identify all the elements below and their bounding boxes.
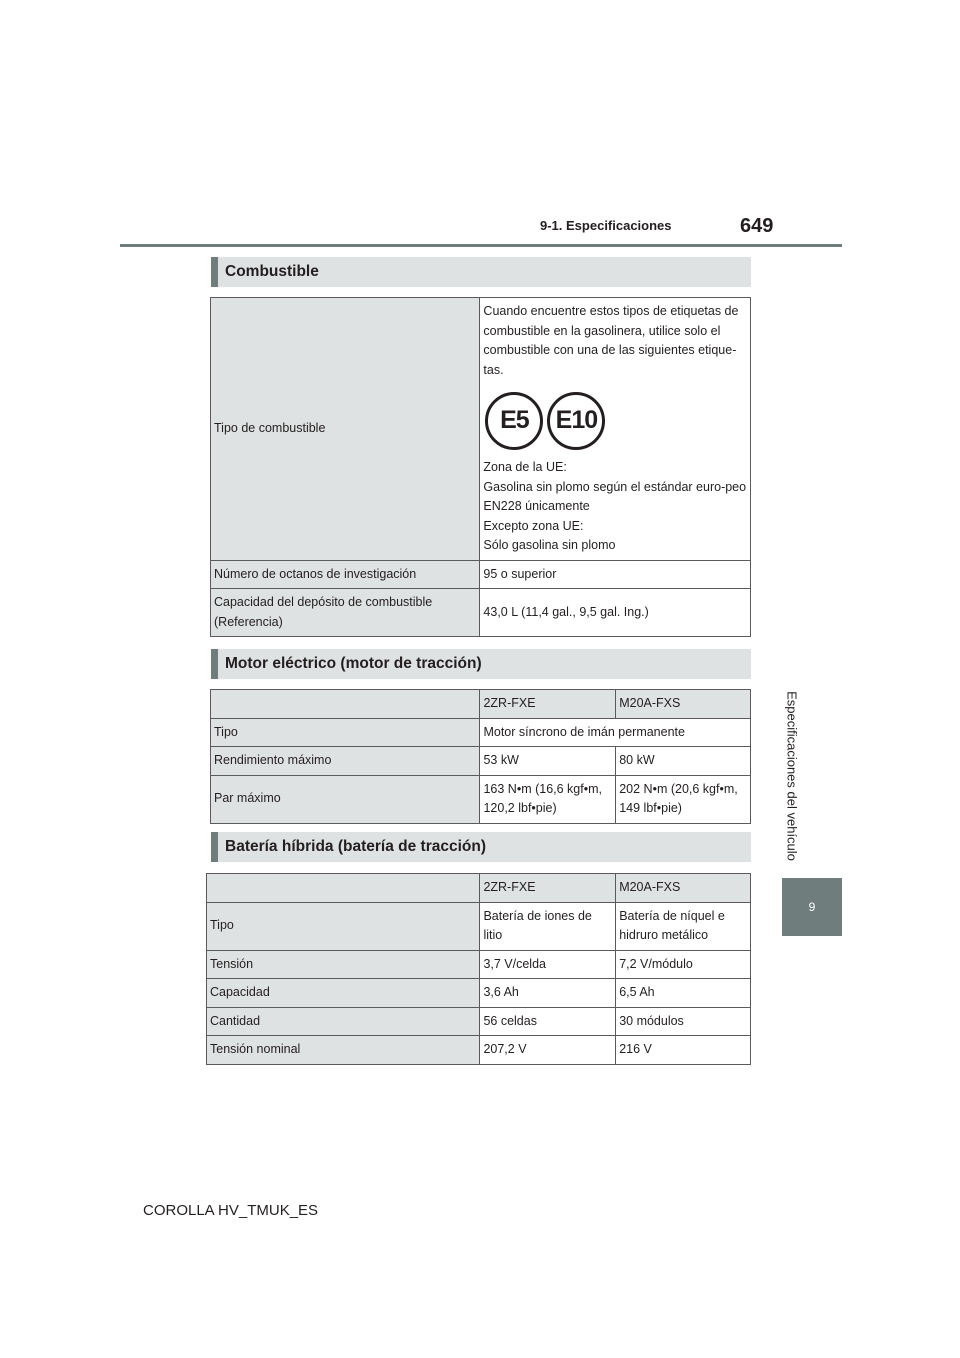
battery-voltage-m20a: 7,2 V/módulo <box>616 950 751 979</box>
battery-type-2zr: Batería de iones de litio <box>480 902 616 950</box>
table-row <box>211 747 751 776</box>
table-row <box>207 902 751 950</box>
battery-nominal-voltage-label: Tensión nominal <box>207 1036 480 1065</box>
motor-max-output-m20a: 80 kW <box>616 747 751 776</box>
battery-section-heading: Batería híbrida (batería de tracción) <box>211 832 751 862</box>
motor-col-2zr-fxe: 2ZR-FXE <box>480 690 616 719</box>
motor-section-heading: Motor eléctrico (motor de tracción) <box>211 649 751 679</box>
octane-label: Número de octanos de investigación <box>211 560 480 589</box>
battery-voltage-label: Tensión <box>207 950 480 979</box>
battery-quantity-m20a: 30 módulos <box>616 1007 751 1036</box>
battery-nominal-voltage-m20a: 216 V <box>616 1036 751 1065</box>
battery-col-2zr-fxe: 2ZR-FXE <box>480 874 616 903</box>
non-eu-zone-text: Sólo gasolina sin plomo <box>483 538 616 552</box>
battery-col-m20a-fxs: M20A-FXS <box>616 874 751 903</box>
motor-col-m20a-fxs: M20A-FXS <box>616 690 751 719</box>
motor-table <box>210 689 751 824</box>
table-row <box>207 979 751 1008</box>
e5-fuel-label-icon: E5 <box>485 392 543 450</box>
fuel-section-heading: Combustible <box>211 257 751 287</box>
chapter-side-label <box>780 686 804 866</box>
table-row <box>211 560 751 589</box>
motor-max-torque-2zr: 163 N•m (16,6 kgf•m, 120,2 lbf•pie) <box>480 775 616 823</box>
motor-header-empty <box>211 690 480 719</box>
battery-header-empty <box>207 874 480 903</box>
motor-max-output-2zr: 53 kW <box>480 747 616 776</box>
fuel-label-instruction: Cuando encuentre estos tipos de etiquetas de combustible en la gasolinera, utilice solo el combustible con una de las siguientes etique-tas. <box>483 304 739 377</box>
battery-capacity-label: Capacidad <box>207 979 480 1008</box>
table-row <box>211 775 751 823</box>
tank-capacity-value: 43,0 L (11,4 gal., 9,5 gal. Ing.) <box>480 589 751 637</box>
table-row <box>211 589 751 637</box>
e10-fuel-label-icon: E10 <box>547 392 605 450</box>
fuel-table <box>210 297 751 637</box>
table-row <box>207 950 751 979</box>
motor-max-torque-label: Par máximo <box>211 775 480 823</box>
table-row <box>211 690 751 719</box>
non-eu-zone-heading: Excepto zona UE: <box>483 518 584 533</box>
fuel-type-label: Tipo de combustible <box>211 298 480 561</box>
battery-nominal-voltage-2zr: 207,2 V <box>480 1036 616 1065</box>
page-number: 649 <box>740 215 774 237</box>
battery-capacity-2zr: 3,6 Ah <box>480 979 616 1008</box>
battery-voltage-2zr: 3,7 V/celda <box>480 950 616 979</box>
chapter-tab[interactable]: 9 <box>782 878 842 936</box>
fuel-type-value <box>480 298 751 561</box>
battery-table <box>206 873 751 1065</box>
header-divider <box>120 244 842 247</box>
table-row <box>211 718 751 747</box>
motor-max-output-label: Rendimiento máximo <box>211 747 480 776</box>
chapter-side-label-text: Especificaciones del vehículo <box>784 691 800 861</box>
octane-value: 95 o superior <box>480 560 751 589</box>
fuel-badges <box>485 392 747 450</box>
motor-type-value: Motor síncrono de imán permanente <box>480 718 751 747</box>
table-row <box>207 1036 751 1065</box>
table-row <box>207 1007 751 1036</box>
table-row <box>211 298 751 561</box>
battery-type-m20a: Batería de níquel e hidruro metálico <box>616 902 751 950</box>
tank-capacity-label: Capacidad del depósito de combustible (Referencia) <box>211 589 480 637</box>
footer-model-code: COROLLA HV_TMUK_ES <box>143 1202 319 1219</box>
battery-capacity-m20a: 6,5 Ah <box>616 979 751 1008</box>
table-row <box>207 874 751 903</box>
battery-type-label: Tipo <box>207 902 480 950</box>
section-title: 9-1. Especificaciones <box>540 218 672 233</box>
eu-zone-text: Gasolina sin plomo según el estándar euro-peo EN228 únicamente <box>483 479 747 513</box>
eu-zone-heading: Zona de la UE: <box>483 460 567 474</box>
motor-type-label: Tipo <box>211 718 480 747</box>
battery-quantity-label: Cantidad <box>207 1007 480 1036</box>
motor-max-torque-m20a: 202 N•m (20,6 kgf•m, 149 lbf•pie) <box>616 775 751 823</box>
battery-quantity-2zr: 56 celdas <box>480 1007 616 1036</box>
